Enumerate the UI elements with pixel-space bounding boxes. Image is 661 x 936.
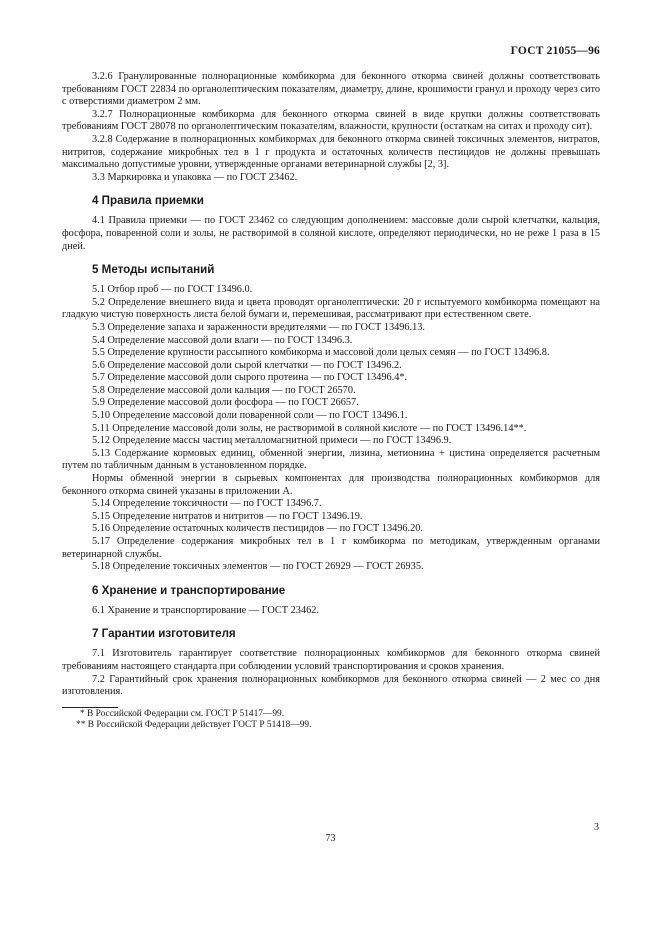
para-5-11: 5.11 Определение массовой доли золы, не растворимой в соляной кислоте — по ГОСТ 13496.14**. [92, 422, 527, 434]
para-5-17: 5.17 Определение содержания микробных тел в 1 г комбикорма по методикам, утвержденным органами ветеринарной службы. [62, 536, 600, 560]
para-5-13: 5.13 Содержание кормовых единиц, обменной энергии, лизина, метионина + цистина определяется расчетным путем по табличным данным в установленном порядке. [62, 447, 600, 472]
para-5-6: 5.6 Определение массовой доли сырой клетчатки — по ГОСТ 13496.2. [92, 359, 402, 371]
section-heading-7: 7 Гарантии изготовителя [92, 627, 236, 641]
page-number-right: 3 [594, 822, 599, 833]
para-5-5: 5.5 Определение крупности рассыпного комбикорма и массовой доли целых семян — по ГОСТ 13496.8. [92, 347, 550, 359]
para-5-18: 5.18 Определение токсичных элементов — по ГОСТ 26929 — ГОСТ 26935. [92, 561, 424, 573]
section-heading-6: 6 Хранение и транспортирование [92, 583, 286, 597]
section-heading-5: 5 Методы испытаний [92, 263, 215, 277]
para-3-2-8: 3.2.8 Содержание в полнорационных комбикормах для беконного откорма свиней токсичных элементов, нитратов, нитритов, содержание микробных тел в 1 г продукта и остаточных количеств пестицидов не должны превышать максимально допустимые уровни, утвержденные органами ветеринарной службы [2, 3]. [62, 133, 600, 171]
para-4-1: 4.1 Правила приемки — по ГОСТ 23462 со следующим дополнением: массовые доли сырой клетчатки, кальция, фосфора, поваренной соли и золы, не растворимой в соляной кислоте, определяют периодически, но не реже 1 раза в 15 дней. [62, 215, 600, 252]
para-5-3: 5.3 Определение запаха и зараженности вредителями — по ГОСТ 13496.13. [92, 321, 425, 333]
para-5-14: 5.14 Определение токсичности — по ГОСТ 13496.7. [92, 498, 322, 510]
para-6-1: 6.1 Хранение и транспортирование — ГОСТ 23462. [92, 604, 319, 616]
para-5-16: 5.16 Определение остаточных количеств пестицидов — по ГОСТ 13496.20. [92, 523, 423, 535]
page-number-center: 73 [325, 833, 336, 844]
para-7-2: 7.2 Гарантийный срок хранения полнорационных комбикормов для беконного откорма свиней — 2 мес со дня изготовления. [62, 673, 600, 698]
footnote-separator [62, 707, 118, 708]
section-heading-4: 4 Правила приемки [92, 194, 204, 208]
para-energy-norms: Нормы обменной энергии в сырьевых компонентах для производства полнорационных комбикормов для беконного откорма свиней указаны в приложении А. [62, 473, 600, 497]
footnote-1: * В Российской Федерации см. ГОСТ Р 51417—99. [80, 708, 285, 719]
para-3-3: 3.3 Маркировка и упаковка — по ГОСТ 23462. [92, 171, 298, 183]
para-3-2-6: 3.2.6 Гранулированные полнорационные комбикорма для беконного откорма свиней должны соответствовать требованиям ГОСТ 22834 по органолептическим показателям, диаметру, длине, крошимости гранул и проходу через сито с отверстиями диаметром 2 мм. [62, 71, 600, 108]
para-5-8: 5.8 Определение массовой доли кальция — по ГОСТ 26570. [92, 384, 356, 396]
para-5-15: 5.15 Определение нитратов и нитритов — по ГОСТ 13496.19. [92, 510, 363, 522]
para-5-12: 5.12 Определение массы частиц металломагнитной примеси — по ГОСТ 13496.9. [92, 435, 452, 447]
para-5-10: 5.10 Определение массовой доли поваренной соли — по ГОСТ 13496.1. [92, 410, 408, 422]
footnote-2: ** В Российской Федерации действует ГОСТ Р 51418—99. [76, 720, 312, 731]
para-3-2-7: 3.2.7 Полнорационные комбикорма для беконного откорма свиней в виде крупки должны соответствовать требованиям ГОСТ 28078 по органолептическим показателям, влажности, крупности (остаткам на ситах и проходу сит). [62, 108, 600, 133]
para-5-9: 5.9 Определение массовой доли фосфора — по ГОСТ 26657. [92, 397, 359, 409]
para-5-2: 5.2 Определение внешнего вида и цвета проводят органолептически: 20 г испытуемого комбикорма помещают на гладкую чистую поверхность листа белой бумаги и, перемешивая, рассматривают при естественном свете. [62, 296, 600, 321]
para-5-4: 5.4 Определение массовой доли влаги — по ГОСТ 13496.3. [92, 334, 353, 346]
page-header-standard: ГОСТ 21055—96 [510, 45, 600, 57]
para-5-7: 5.7 Определение массовой доли сырого протеина — по ГОСТ 13496.4*. [92, 372, 408, 384]
para-7-1: 7.1 Изготовитель гарантирует соответствие полнорационных комбикормов для беконного откорма свиней требованиям настоящего стандарта при соблюдении условий транспортирования и сроков хранения. [62, 648, 600, 672]
para-5-1: 5.1 Отбор проб — по ГОСТ 13496.0. [92, 284, 253, 296]
document-body [62, 40, 600, 732]
